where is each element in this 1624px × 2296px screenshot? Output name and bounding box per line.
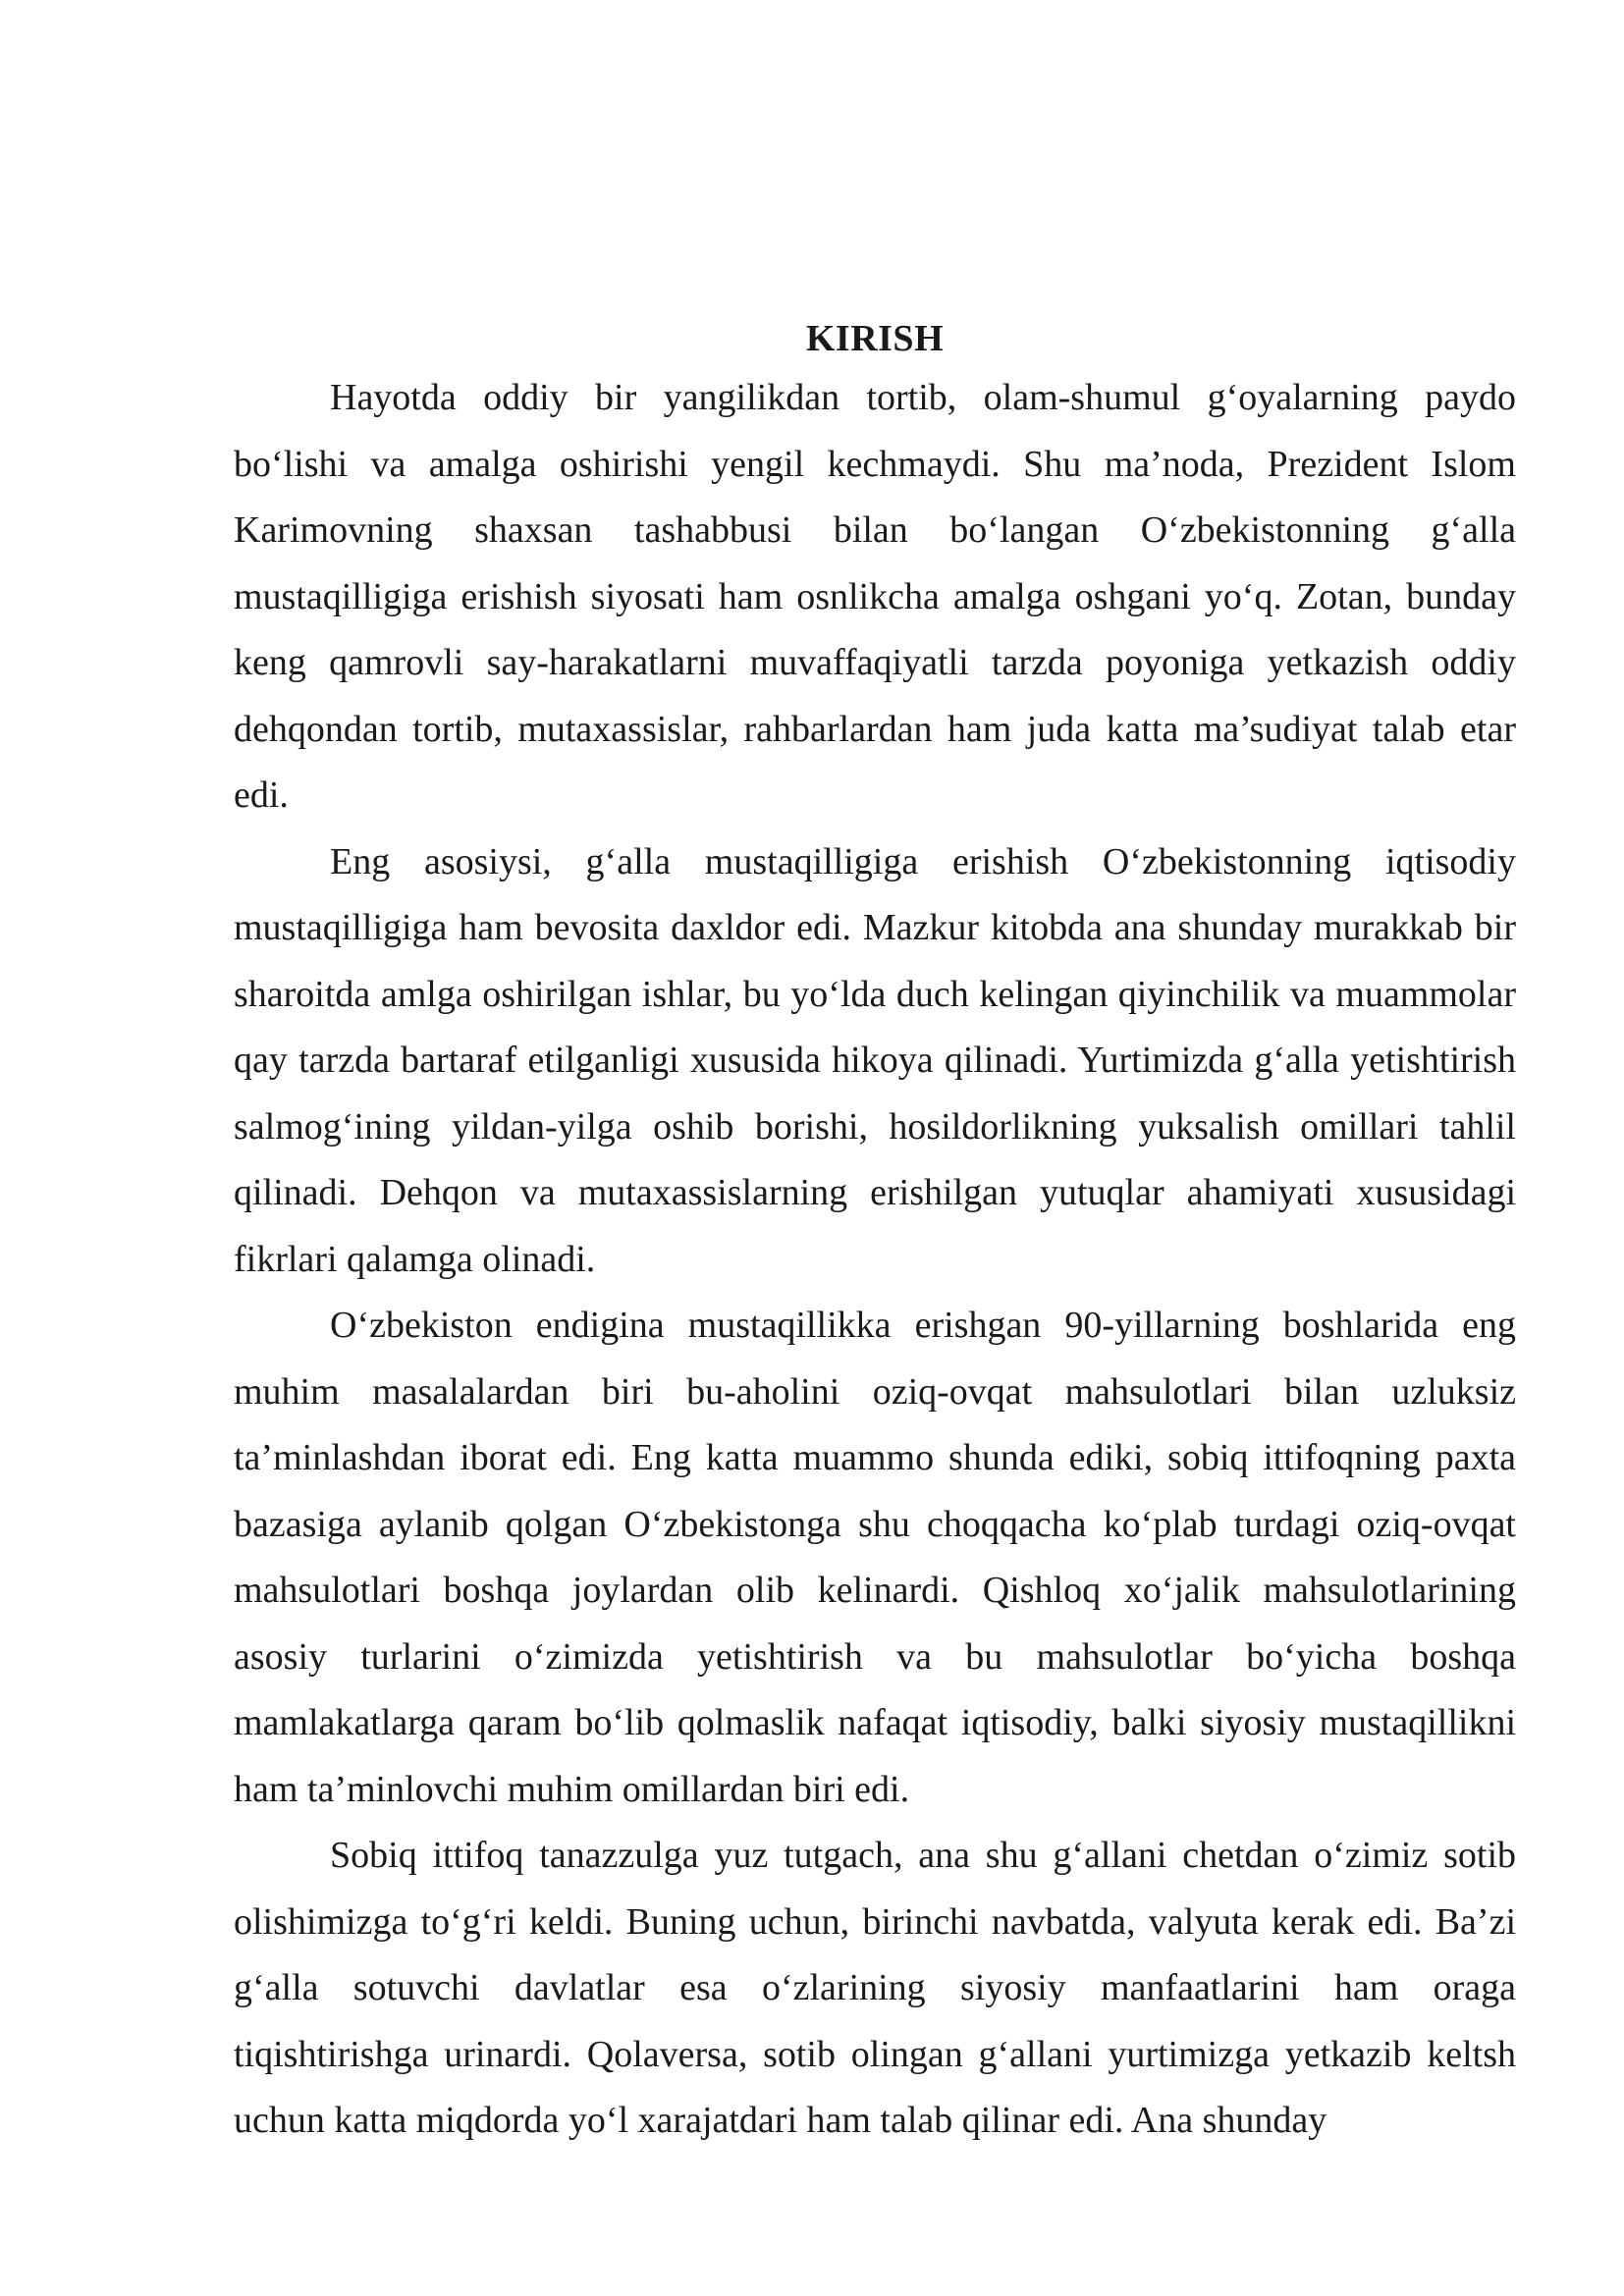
paragraph-3: O‘zbekiston endigina mustaqillikka erishgan 90-yillarning boshlarida eng muhim masalalardan biri bu-aholini oziq-ovqat mahsulotlari bilan uzluksiz ta’minlashdan iborat edi. Eng katta muammo shunda ediki, sobiq ittifoqning paxta bazasiga aylanib qolgan O‘zbekistonga shu choqqacha ko‘plab turdagi oziq-ovqat mahsulotlari boshqa joylardan olib kelinardi. Qishloq xo‘jalik mahsulotlarining asosiy turlarini o‘zimizda yetishtirish va bu mahsulotlar bo‘yicha boshqa mamlakatlarga qaram bo‘lib qolmaslik nafaqat iqtisodiy, balki siyosiy mustaqillikni ham ta’minlovchi muhim omillardan biri edi. [234, 1305, 1516, 1810]
paragraph-4: Sobiq ittifoq tanazzulga yuz tutgach, ana shu g‘allani chetdan o‘zimiz sotib olishimizga to‘g‘ri keldi. Buning uchun, birinchi navbatda, valyuta kerak edi. Ba’zi g‘alla sotuvchi davlatlar esa o‘zlarining siyosiy manfaatlarini ham oraga tiqishtirishga urinardi. Qolaversa, sotib olingan g‘allani yurtimizga yetkazib keltsh uchun katta miqdorda yo‘l xarajatdari ham talab qilinar edi. Ana shunday [234, 1835, 1516, 2141]
section-title: KIRISH [805, 318, 945, 359]
paragraph-1: Hayotda oddiy bir yangilikdan tortib, olam-shumul g‘oyalarning paydo bo‘lishi va amalga oshirishi yengil kechmaydi. Shu ma’noda, Prezident Islom Karimovning shaxsan tashabbusi bilan bo‘langan O‘zbekistonning g‘alla mustaqilligiga erishish siyosati ham osnlikcha amalga oshgani yo‘q. Zotan, bunday keng qamrovli say-harakatlarni muvaffaqiyatli tarzda poyoniga yetkazish oddiy dehqondan tortib, mutaxassislar, rahbarlardan ham juda katta ma’sudiyat talab etar edi. [234, 377, 1516, 816]
page-content [234, 312, 1516, 2155]
paragraph-2: Eng asosiysi, g‘alla mustaqilligiga erishish O‘zbekistonning iqtisodiy mustaqilligiga ham bevosita daxldor edi. Mazkur kitobda ana shunday murakkab bir sharoitda amlga oshirilgan ishlar, bu yo‘lda duch kelingan qiyinchilik va muammolar qay tarzda bartaraf etilganligi xususida hikoya qilinadi. Yurtimizda g‘alla yetishtirish salmog‘ining yildan-yilga oshib borishi, hosildorlikning yuksalish omillari tahlil qilinadi. Dehqon va mutaxassislarning erishilgan yutuqlar ahamiyati xususidagi fikrlari qalamga olinadi. [234, 840, 1516, 1280]
